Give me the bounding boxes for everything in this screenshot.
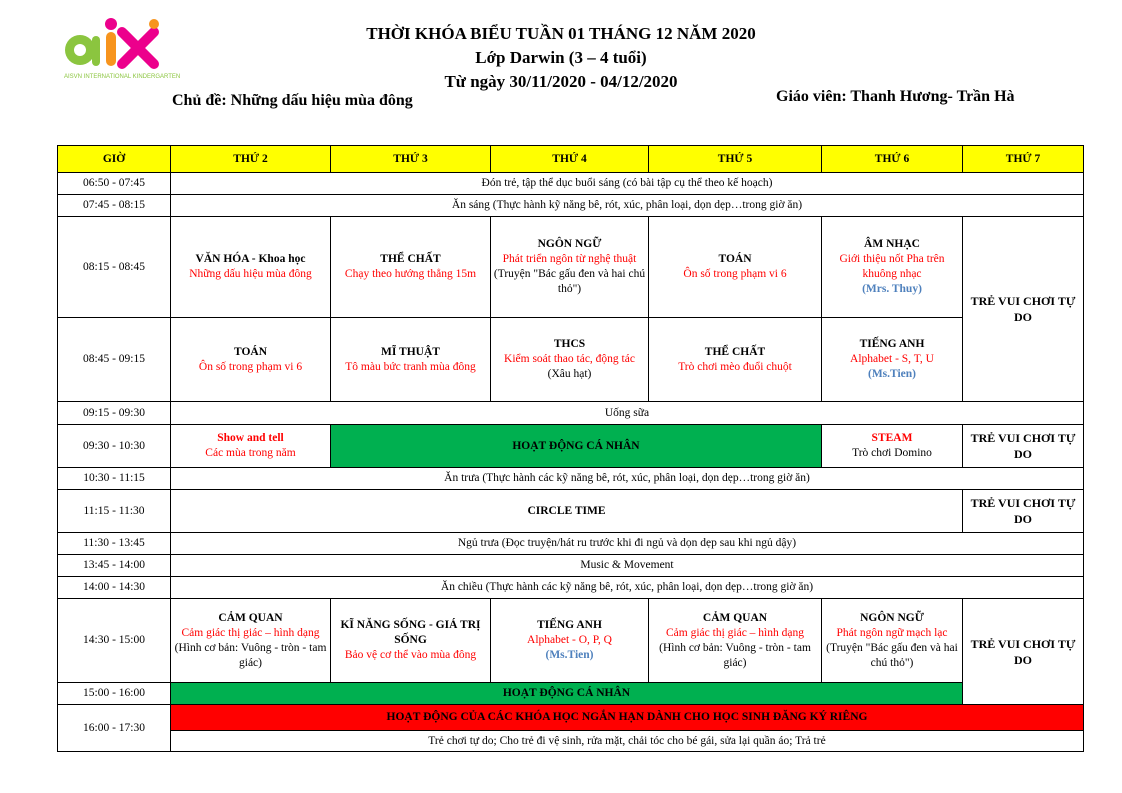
activity-detail: Cảm giác thị giác – hình dạng <box>666 626 804 639</box>
activity-detail: Alphabet - S, T, U <box>850 353 934 365</box>
activity-title: TIẾNG ANH <box>537 619 602 631</box>
activity-title: NGÔN NGỮ <box>860 611 924 624</box>
activity-extra: (Xâu hạt) <box>547 368 592 380</box>
activity-cell-mon <box>171 318 331 402</box>
col-header-fri: THỨ 6 <box>822 146 963 173</box>
class-name: Lớp Darwin (3 – 4 tuổi) <box>475 48 647 67</box>
activity-detail: Ôn số trong phạm vi 6 <box>683 268 787 280</box>
table-row <box>58 705 1084 731</box>
time-cell: 14:00 - 14:30 <box>58 577 171 599</box>
activity-cell-fri <box>822 599 963 683</box>
activity-cell: Đón trẻ, tập thể dục buổi sáng (có bài tập cụ thể theo kế hoạch) <box>171 173 1084 195</box>
activity-cell: Music & Movement <box>171 555 1084 577</box>
col-header-time: GIỜ <box>58 146 171 173</box>
free-play-cell: TRẺ VUI CHƠI TỰ DO <box>963 490 1084 533</box>
page-title: THỜI KHÓA BIỂU TUẦN 01 THÁNG 12 NĂM 2020 <box>366 24 756 43</box>
activity-title: THỂ CHẤT <box>704 345 766 358</box>
activity-title: Show and tell <box>217 432 284 444</box>
activity-detail: Giới thiệu nốt Pha trên khuông nhạc <box>839 253 945 280</box>
col-header-wed: THỨ 4 <box>491 146 649 173</box>
table-row <box>58 318 1084 402</box>
school-logo <box>62 12 181 82</box>
activity-extra: (Truyện "Bác gấu đen và hai chú thỏ") <box>493 268 646 295</box>
table-row <box>58 577 1084 599</box>
activity-detail: Phát triển ngôn từ nghệ thuật <box>502 253 637 265</box>
activity-cell-mon <box>171 217 331 318</box>
activity-cell-fri <box>822 318 963 402</box>
activity-detail: Alphabet - O, P, Q <box>527 634 612 646</box>
activity-teacher: (Mrs. Thuy) <box>862 283 922 295</box>
activity-cell-thu <box>649 599 822 683</box>
table-row <box>58 599 1084 683</box>
activity-cell-wed <box>491 599 649 683</box>
time-cell: 08:15 - 08:45 <box>58 217 171 318</box>
table-row <box>58 731 1084 752</box>
activity-cell-tue <box>331 318 491 402</box>
time-cell: 11:15 - 11:30 <box>58 490 171 533</box>
schedule-table <box>57 145 1084 752</box>
activity-title: CẢM QUAN <box>702 611 768 624</box>
table-row <box>58 195 1084 217</box>
circle-time-cell: CIRCLE TIME <box>171 490 963 533</box>
activity-cell-fri <box>822 425 963 468</box>
table-row <box>58 468 1084 490</box>
table-row <box>58 533 1084 555</box>
activity-detail: Trò chơi mèo đuổi chuột <box>678 360 792 373</box>
activity-cell-wed <box>491 318 649 402</box>
theme-label: Chủ đề: Những dấu hiệu mùa đông <box>172 92 413 109</box>
table-row <box>58 683 1084 705</box>
header-row <box>58 146 1084 173</box>
activity-title: MĨ THUẬT <box>381 345 440 358</box>
activity-cell-fri <box>822 217 963 318</box>
activity-detail: Kiểm soát thao tác, động tác <box>504 353 635 365</box>
col-header-mon: THỨ 2 <box>171 146 331 173</box>
time-cell: 08:45 - 09:15 <box>58 318 171 402</box>
activity-detail: Cảm giác thị giác – hình dạng <box>181 626 320 639</box>
time-cell: 09:30 - 10:30 <box>58 425 171 468</box>
activity-cell-mon <box>171 425 331 468</box>
activity-title: STEAM <box>871 432 913 444</box>
activity-title: VĂN HÓA - Khoa học <box>195 253 306 265</box>
activity-detail: Những dấu hiệu mùa đông <box>189 268 312 280</box>
activity-detail: Bảo vệ cơ thể vào mùa đông <box>344 649 477 661</box>
activity-cell: Ăn trưa (Thực hành các kỹ năng bê, rót, xúc, phân loại, dọn dẹp…trong giờ ăn) <box>171 468 1084 490</box>
activity-extra: (Truyện "Bác gấu đen và hai chú thỏ") <box>826 641 958 669</box>
time-cell: 11:30 - 13:45 <box>58 533 171 555</box>
date-range: Từ ngày 30/11/2020 - 04/12/2020 <box>444 72 678 91</box>
short-course-cell: HOẠT ĐỘNG CỦA CÁC KHÓA HỌC NGẮN HẠN DÀNH CHO HỌC SINH ĐĂNG KÝ RIÊNG <box>171 705 1084 731</box>
activity-cell-thu <box>649 217 822 318</box>
time-cell: 10:30 - 11:15 <box>58 468 171 490</box>
activity-teacher: (Ms.Tien) <box>545 649 594 661</box>
activity-title: THỂ CHẤT <box>380 253 441 265</box>
activity-detail: Trò chơi Domino <box>852 447 932 459</box>
time-cell: 14:30 - 15:00 <box>58 599 171 683</box>
activity-extra: (Hình cơ bản: Vuông - tròn - tam giác) <box>174 641 327 669</box>
activity-teacher: (Ms.Tien) <box>867 368 917 380</box>
activity-title: TOÁN <box>718 253 752 265</box>
activity-detail: Chạy theo hướng thẳng 15m <box>344 268 477 280</box>
title-block <box>300 22 822 94</box>
col-header-thu: THỨ 5 <box>649 146 822 173</box>
table-row <box>58 490 1084 533</box>
activity-detail: Tô màu bức tranh mùa đông <box>345 360 476 373</box>
logo-text: AISVN INTERNATIONAL KINDERGARTEN <box>64 74 181 80</box>
activity-title: TOÁN <box>233 345 268 358</box>
table-row <box>58 555 1084 577</box>
table-row <box>58 217 1084 318</box>
activity-title: TIẾNG ANH <box>859 338 925 350</box>
activity-cell: Trẻ chơi tự do; Cho trẻ đi vệ sinh, rửa mặt, chải tóc cho bé gái, sửa lại quần áo; Trả trẻ <box>171 731 1084 752</box>
table-row <box>58 425 1084 468</box>
activity-cell: Ăn sáng (Thực hành kỹ năng bê, rót, xúc, phân loại, dọn dẹp…trong giờ ăn) <box>171 195 1084 217</box>
teacher-label: Giáo viên: Thanh Hương- Trần Hà <box>776 88 1015 105</box>
time-cell: 16:00 - 17:30 <box>58 705 171 752</box>
activity-cell-wed <box>491 217 649 318</box>
activity-extra: (Hình cơ bản: Vuông - tròn - tam giác) <box>659 641 811 669</box>
table-row <box>58 402 1084 425</box>
col-header-tue: THỨ 3 <box>331 146 491 173</box>
activity-cell: Uống sữa <box>171 402 1084 425</box>
activity-cell-tue <box>331 599 491 683</box>
free-play-cell: TRẺ VUI CHƠI TỰ DO <box>963 217 1084 402</box>
activity-detail: Các mùa trong năm <box>205 447 296 459</box>
individual-activity-cell: HOẠT ĐỘNG CÁ NHÂN <box>331 425 822 468</box>
time-cell: 09:15 - 09:30 <box>58 402 171 425</box>
activity-cell: Ngủ trưa (Đọc truyện/hát ru trước khi đi ngủ và dọn dẹp sau khi ngủ dậy) <box>171 533 1084 555</box>
activity-cell-tue <box>331 217 491 318</box>
free-play-cell: TRẺ VUI CHƠI TỰ DO <box>963 599 1084 705</box>
activity-cell: Ăn chiều (Thực hành các kỹ năng bê, rót, xúc, phân loại, dọn dẹp…trong giờ ăn) <box>171 577 1084 599</box>
activity-title: THCS <box>553 338 586 350</box>
activity-detail: Phát ngôn ngữ mạch lạc <box>836 626 948 639</box>
activity-title: ÂM NHẠC <box>864 238 920 250</box>
activity-detail: Ôn số trong phạm vi 6 <box>198 360 303 373</box>
activity-title: NGÔN NGỮ <box>537 238 602 250</box>
time-cell: 13:45 - 14:00 <box>58 555 171 577</box>
activity-title: CẢM QUAN <box>218 611 283 624</box>
free-play-cell: TRẺ VUI CHƠI TỰ DO <box>963 425 1084 468</box>
activity-cell-thu <box>649 318 822 402</box>
time-cell: 15:00 - 16:00 <box>58 683 171 705</box>
table-row <box>58 173 1084 195</box>
individual-activity-cell: HOẠT ĐỘNG CÁ NHÂN <box>171 683 963 705</box>
activity-cell-mon <box>171 599 331 683</box>
activity-title: KĨ NĂNG SỐNG - GIÁ TRỊ SỐNG <box>340 619 481 646</box>
col-header-sat: THỨ 7 <box>963 146 1084 173</box>
time-cell: 07:45 - 08:15 <box>58 195 171 217</box>
time-cell: 06:50 - 07:45 <box>58 173 171 195</box>
